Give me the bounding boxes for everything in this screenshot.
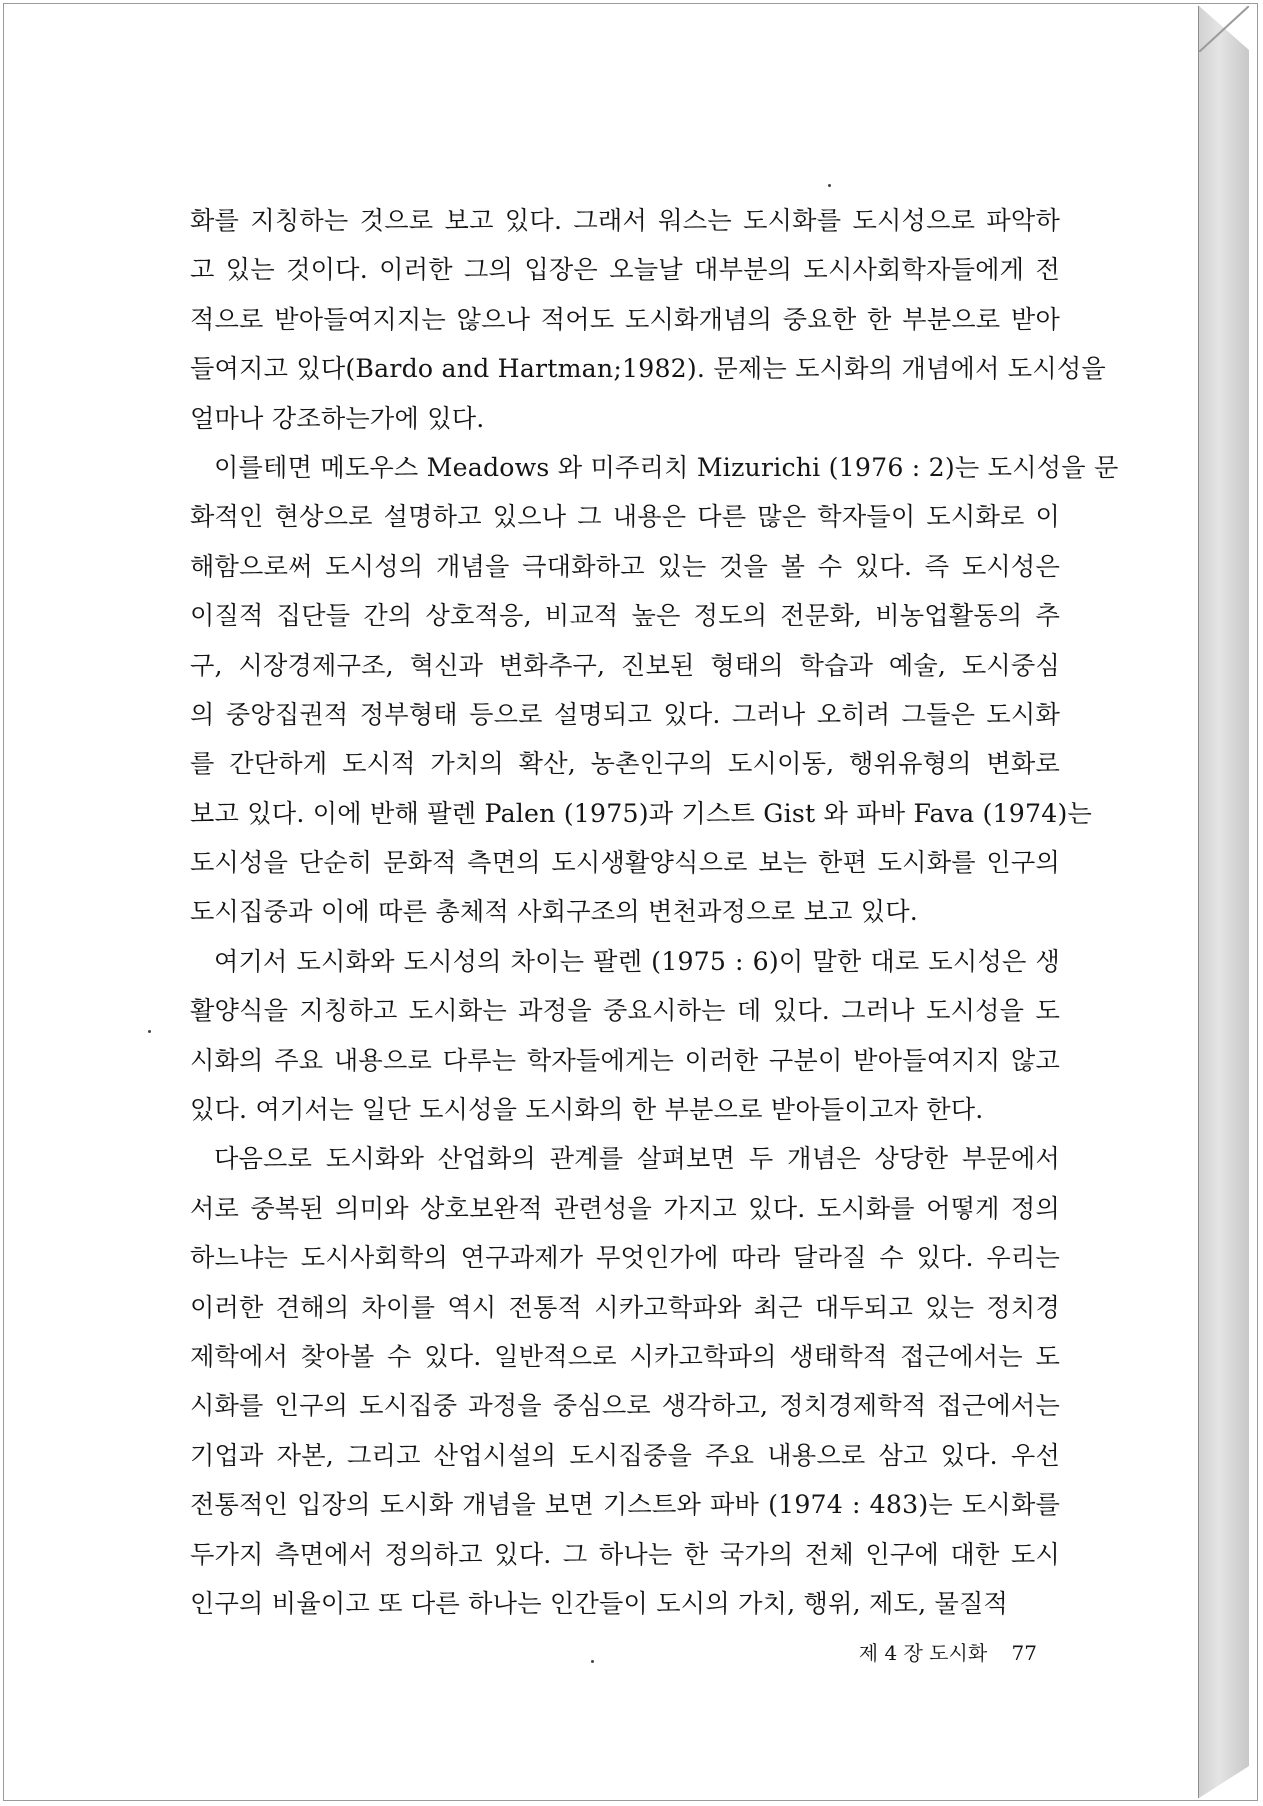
text-line: 있다. 여기서는 일단 도시성을 도시화의 한 부분으로 받아들이고자 한다. [190, 1095, 984, 1125]
text-line: 기업과 자본, 그리고 산업시설의 도시집중을 주요 내용으로 삼고 있다. 우선 [190, 1440, 1060, 1470]
text-line: 도시집중과 이에 따른 총체적 사회구조의 변천과정으로 보고 있다. [190, 897, 918, 927]
text-line: 적으로 받아들여지지는 않으나 적어도 도시화개념의 중요한 한 부분으로 받아 [190, 304, 1060, 334]
text-line: 고 있는 것이다. 이러한 그의 입장은 오늘날 대부분의 도시사회학자들에게 전 [190, 255, 1060, 285]
text-line: 제학에서 찾아볼 수 있다. 일반적으로 시카고학파의 생태학적 접근에서는 도 [190, 1341, 1060, 1371]
text-line: 시화의 주요 내용으로 다루는 학자들에게는 이러한 구분이 받아들여지지 않고 [190, 1045, 1060, 1075]
text-line: 이질적 집단들 간의 상호적응, 비교적 높은 정도의 전문화, 비농업활동의 추 [190, 601, 1060, 631]
text-line: 를 간단하게 도시적 가치의 확산, 농촌인구의 도시이동, 행위유형의 변화로 [190, 749, 1060, 779]
text-line: 하느냐는 도시사회학의 연구과제가 무엇인가에 따라 달라질 수 있다. 우리는 [190, 1243, 1060, 1273]
text-line: 시화를 인구의 도시집중 과정을 중심으로 생각하고, 정치경제학적 접근에서는 [190, 1391, 1060, 1421]
text-line: 서로 중복된 의미와 상호보완적 관련성을 가지고 있다. 도시화를 어떻게 정의 [190, 1193, 1060, 1223]
text-line: 이러한 견해의 차이를 역시 전통적 시카고학파와 최근 대두되고 있는 정치경 [190, 1292, 1060, 1322]
page-footer [859, 1637, 1037, 1666]
page-number: 77 [1011, 1641, 1037, 1665]
text-line: 의 중앙집권적 정부형태 등으로 설명되고 있다. 그러나 오히려 그들은 도시화 [190, 699, 1060, 729]
text-line: 보고 있다. 이에 반해 팔렌 Palen (1975)과 기스트 Gist 와 파바 Fava (1974)는 [190, 798, 1093, 828]
paragraph [190, 443, 1119, 937]
text-line: 들여지고 있다(Bardo and Hartman;1982). 문제는 도시화의 개념에서 도시성을 [190, 354, 1106, 384]
scan-speck [148, 1030, 151, 1033]
body-text [190, 196, 1119, 1628]
text-line: 도시성을 단순히 문화적 측면의 도시생활양식으로 보는 한편 도시화를 인구의 [190, 848, 1060, 878]
page-edge-corner [1199, 6, 1249, 52]
scan-speck [591, 1660, 594, 1663]
chapter-title: 제 4 장 도시화 [858, 1641, 988, 1665]
text-line: 이를테면 메도우스 Meadows 와 미주리치 Mizurichi (1976 : 2)는 도시성을 문 [214, 452, 1119, 482]
text-line: 얼마나 강조하는가에 있다. [190, 403, 485, 433]
paragraph [190, 1134, 1060, 1628]
scan-speck [828, 184, 831, 187]
text-line: 화를 지칭하는 것으로 보고 있다. 그래서 워스는 도시화를 도시성으로 파악하 [190, 206, 1060, 235]
text-line: 해함으로써 도시성의 개념을 극대화하고 있는 것을 볼 수 있다. 즉 도시성은 [190, 551, 1060, 581]
text-line: 전통적인 입장의 도시화 개념을 보면 기스트와 파바 (1974 : 483)는 도시화를 [190, 1490, 1060, 1520]
page-edge-shadow [1199, 6, 1249, 1798]
text-line: 두가지 측면에서 정의하고 있다. 그 하나는 한 국가의 전체 인구에 대한 도시 [190, 1539, 1060, 1569]
text-line: 다음으로 도시화와 산업화의 관계를 살펴보면 두 개념은 상당한 부문에서 [214, 1144, 1060, 1174]
text-line: 활양식을 지칭하고 도시화는 과정을 중요시하는 데 있다. 그러나 도시성을 도 [190, 996, 1060, 1026]
paragraph [190, 937, 1060, 1135]
paragraph [190, 196, 1106, 443]
text-line: 구, 시장경제구조, 혁신과 변화추구, 진보된 형태의 학습과 예술, 도시중심 [190, 650, 1060, 680]
text-line: 인구의 비율이고 또 다른 하나는 인간들이 도시의 가치, 행위, 제도, 물질적 [190, 1588, 1009, 1618]
text-line: 화적인 현상으로 설명하고 있으나 그 내용은 다른 많은 학자들이 도시화로 이 [190, 502, 1060, 532]
text-line: 여기서 도시화와 도시성의 차이는 팔렌 (1975 : 6)이 말한 대로 도시성은 생 [214, 946, 1060, 976]
